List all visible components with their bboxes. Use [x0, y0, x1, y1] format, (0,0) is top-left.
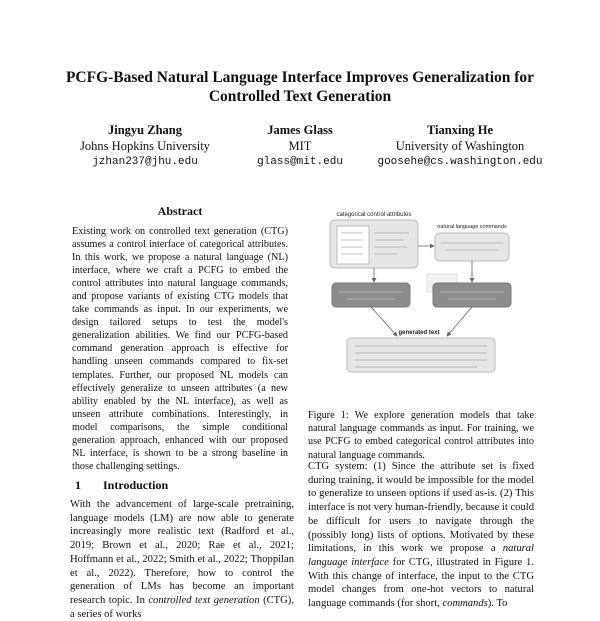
author-name: James Glass: [267, 123, 333, 137]
categorical-attributes-label: categorical control attributes: [336, 212, 412, 218]
author-affiliation: University of Washington: [395, 139, 525, 153]
right-italic-term: natural language interface: [308, 543, 534, 568]
figure-diagram: [327, 208, 512, 378]
author-3: [365, 122, 555, 170]
right-column-text: [308, 460, 534, 611]
right-text-c: ). To: [487, 598, 508, 610]
nl-commands-label: natural language commands: [437, 224, 507, 230]
author-2: [240, 122, 360, 170]
author-email: glass@mit.edu: [257, 156, 343, 168]
figure-1: [327, 208, 512, 378]
nl-commands-box: [435, 233, 509, 261]
section-heading-introduction: [75, 478, 168, 493]
author-email: jzhan237@jhu.edu: [92, 156, 198, 168]
section-title: Introduction: [103, 478, 169, 492]
intro-paragraph-tail: (CTG), a series of works: [70, 594, 294, 620]
figure-caption: Figure 1: We explore generation models that take natural language commands as input. For training, we use PCFG to embed categorical control attributes into natural language commands.: [308, 410, 534, 461]
generated-text-label: generated text: [398, 330, 440, 336]
abstract-text: Existing work on controlled text generation (CTG) assumes a control interface of categorical attributes. In this work, we propose a natural language (NL) interface, where we craft a PCFG to embed the control attributes into natural language commands, and propose variants of existing CTG models that take commands as input. In our experiments, we design tailored setups to test the model's generalization abilities. We find our PCFG-based command generation approach is effective for handling unseen commands compared to fix-set templates. Further, our proposed NL models can effectively generalize to unseen attributes (a new ability enabled by the NL interface), as well as unseen attribute combinations. Interestingly, in model comparisons, the simple conditional generation approach, enhanced with our proposed NL interface, is shown to be a strong baseline in those challenging settings.: [72, 226, 288, 472]
section-number: 1: [75, 478, 81, 492]
intro-italic-term: controlled text generation: [148, 594, 260, 606]
paper-title: PCFG-Based Natural Language Interface Improves Generalization for Controlled Text Generation: [65, 69, 535, 105]
intro-paragraph: With the advancement of large-scale pretraining, language models (LM) are now able to generate increasingly more realistic text (Radford et al., 2019; Brown et al., 2020; Rae et al., 2021; Hoffmann et al., 2022; Smith et al., 2022; Thoppilan et al., 2022). Therefore, how to control the generation of LMs has become an important research topic. In: [70, 499, 294, 606]
author-1: [80, 122, 210, 170]
right-text-b: for CTG, illustrated in Figure 1. With this change of interface, the input to the CTG model changes from one-hot vectors to natural language commands (for short,: [308, 556, 534, 610]
author-name: Jingyu Zhang: [108, 123, 182, 137]
author-email: goosehe@cs.washington.edu: [377, 156, 543, 168]
abstract-heading: Abstract: [157, 204, 203, 218]
author-name: Tianxing He: [426, 123, 494, 137]
attribute-list: [337, 226, 369, 264]
author-affiliation: Johns Hopkins University: [80, 139, 210, 153]
introduction-text: [70, 498, 294, 621]
nl-model-box: [433, 283, 511, 307]
right-italic-term-2: commands: [442, 598, 488, 610]
author-affiliation: MIT: [288, 139, 312, 153]
baseline-model-box: [332, 283, 410, 307]
right-text-a: CTG system: (1) Since the attribute set is fixed during training, it would be impossible for the model to generalize to unseen options if used as-is. (2) This interface is not very human-friendly, because it could be difficult for users to navigate through the (possibly long) lists of options. Motivated by these limitations, in this work we propose a: [308, 461, 534, 555]
